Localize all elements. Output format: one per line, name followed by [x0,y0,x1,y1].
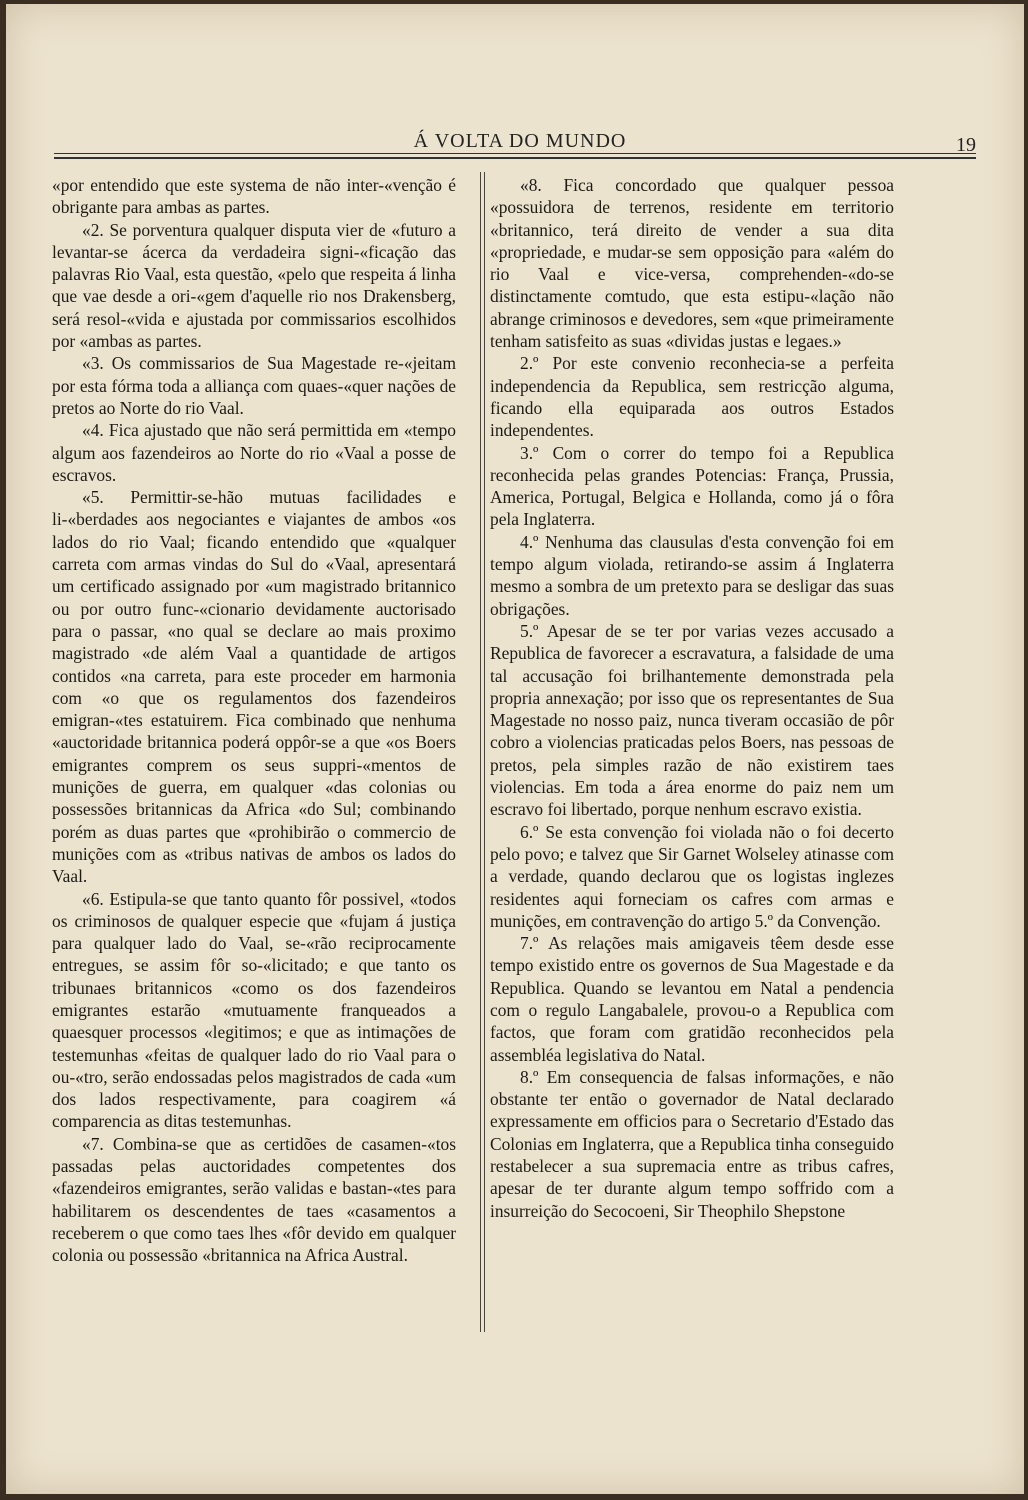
paragraph: 4.º Nenhuma das clausulas d'esta convenção foi em tempo algum violada, retirando-se assim á Inglaterra mesmo a sombra de um pretexto para se desligar das suas obrigações. [490,531,894,619]
page-header [60,130,980,160]
paragraph: 5.º Apesar de se ter por varias vezes accusado a Republica de favorecer a escravatura, a falsidade de uma tal accusação foi brilhantemente demonstrada pela propria annexação; por isso que os representantes de Sua Magestade no nosso paiz, nunca tiveram occasião de pôr cobro a violencias praticadas pelos Boers, nas pessoas de pretos, pela simples razão de não existirem taes violencias. Em toda a área enorme do paiz nem um escravo foi libertado, porque nenhum escravo existia. [490,620,894,820]
paragraph: 7.º As relações mais amigaveis têem desde esse tempo existido entre os governos de Sua Magestade e da Republica. Quando se levantou em Natal a pendencia com o regulo Langabalele, provou-o a Republica com factos, que foram com gratidão reconhecidos pela assembléa legislativa do Natal. [490,933,894,1065]
paragraph: 6.º Se esta convenção foi violada não o foi decerto pelo povo; e talvez que Sir Garnet Wolseley atinasse com a verdade, quando declarou que os logistas inglezes residentes aqui forneciam os cafres com armas e munições, em contravenção do artigo 5.º da Convenção. [490,821,894,931]
paragraph: «5. Permittir-se-hão mutuas facilidades e li-«berdades aos negociantes e viajantes de ambos «os lados do rio Vaal; ficando entendido que «qualquer carreta com armas vindas do Sul do «Vaal, apresentará um certificado assignado por «um magistrado britannico ou por outro func-«cionario devidamente auctorisado para o passar, «no qual se declare ao mais proximo magistrado «de além Vaal a quantidade de artigos contidos «na carreta, para este proceder em harmonia com «o que os regulamentos dos fazendeiros emigran-«tes estatuirem. Fica combinado que nenhuma «auctoridade britannica poderá oppôr-se a que «os Boers emigrantes comprem os seus suppri-«mentos de munições de guerra, em qualquer «das colonias ou possessões britannicas da Africa «do Sul; combinando porém as duas partes que «prohibirão o commercio de munições com as «tribus nativas de ambos os lados do Vaal. [52,487,456,887]
column-divider [480,172,481,1332]
left-text-column [52,174,456,1267]
paragraph: «7. Combina-se que as certidões de casamen-«tos passadas pelas auctoridades competentes dos «fazendeiros emigrantes, serão validas e bastan-«tes para habilitarem os descendentes de taes «casamentos a receberem o que como taes lhes «fôr devido em qualquer colonia ou possessão «britannica na Africa Austral. [52,1133,456,1266]
paragraph: «6. Estipula-se que tanto quanto fôr possivel, «todos os criminosos de qualquer especie que «fujam á justiça para qualquer lado do Vaal, se-«rão reciprocamente entregues, se assim fôr so-«licitado; e que tanto os tribunaes britannicos «como os dos fazendeiros emigrantes estarão «mutuamente franqueados a quaesquer processos «legitimos; e que as intimações de testemunhas «feitas de qualquer lado do rio Vaal para o ou-«tro, serão endossadas pelos magistrados de cada «um dos lados respectivamente, para coagirem «á comparencia as ditas testemunhas. [52,888,456,1132]
column-divider-second [484,172,485,1332]
running-title: Á VOLTA DO MUNDO [413,130,627,152]
paragraph: 2.º Por este convenio reconhecia-se a perfeita independencia da Republica, sem restricção alguma, ficando ella equiparada aos outros Estados independentes. [490,353,894,441]
paragraph: «2. Se porventura qualquer disputa vier de «futuro a levantar-se ácerca da verdadeira signi-«ficação das palavras Rio Vaal, esta questão, «pelo que respeita á linha que vae desde a ori-«gem d'aquelle rio nos Drakensberg, será resol-«vida e ajustada por commissarios escolhidos por «ambas as partes. [52,219,456,352]
paragraph: 3.º Com o correr do tempo foi a Republica reconhecida pelas grandes Potencias: França, Prussia, America, Portugal, Belgica e Hollanda, como já o fôra pela Inglaterra. [490,442,894,530]
header-rule-thick [54,157,976,159]
paragraph: 8.º Em consequencia de falsas informações, e não obstante ter então o governador de Natal declarado expressamente em officios para o Secretario d'Estado das Colonias em Inglaterra, que a Republica tinha conseguido restabelecer a sua supremacia entre as tribus cafres, apesar de ter durante algum tempo soffrido com a insurreição do Secocoeni, Sir Theophilo Shepstone [490,1066,894,1221]
header-rule-thin [54,153,976,154]
paragraph: «4. Fica ajustado que não será permittida em «tempo algum aos fazendeiros ao Norte do rio «Vaal a posse de escravos. [52,420,456,485]
paragraph: «8. Fica concordado que qualquer pessoa «possuidora de terrenos, residente em territorio «britannico, terá direito de vender a sua dita «propriedade, e mudar-se sem opposição para «além do rio Vaal e vice-versa, comprehenden-«do-se distinctamente comtudo, que esta estipu-«lação não abrange criminosos e devedores, sem «que primeiramente tenham satisfeito as suas «dividas justas e legaes.» [490,175,894,352]
paragraph: «por entendido que este systema de não inter-«venção é obrigante para ambas as partes. [52,175,456,218]
paragraph: «3. Os commissarios de Sua Magestade re-«jeitam por esta fórma toda a alliança com quaes-«quer nações de pretos ao Norte do rio Vaal. [52,353,456,418]
page-number: 19 [956,134,976,156]
right-text-column [490,174,894,1222]
